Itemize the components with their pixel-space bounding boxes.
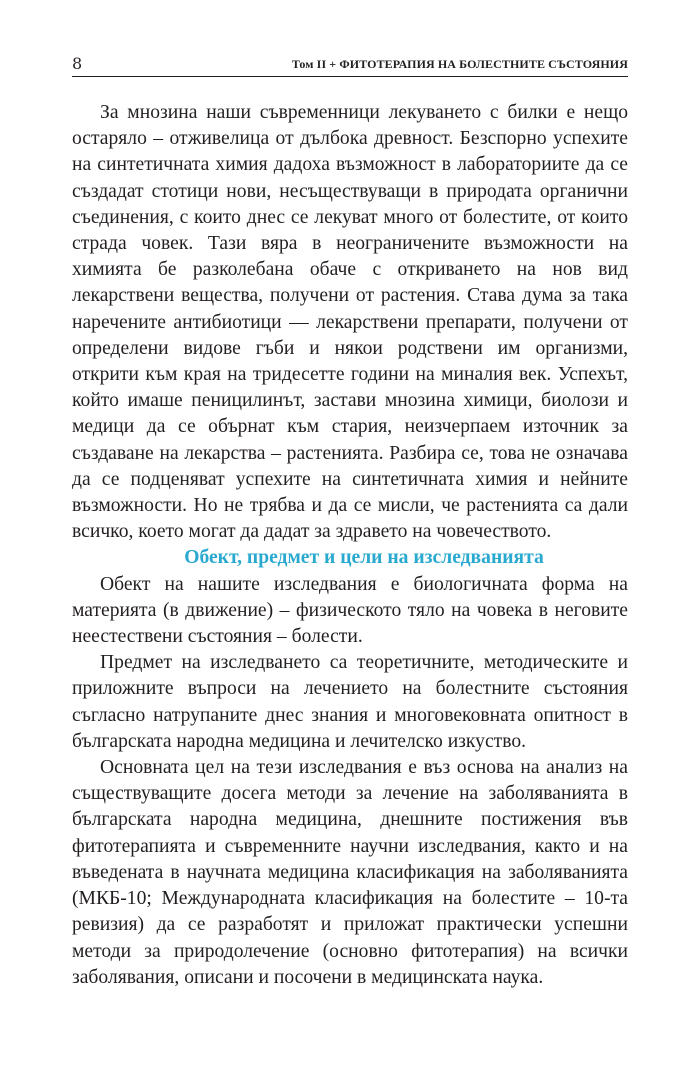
section-paragraph-goal: Основната цел на тези изследвания е въз основа на анализ на съществуващите досега методи за лечение на заболяванията в българската народна медицина, днешните постижения във фитотерапията и съвременните научни изследвания, както и на въведената в научната медицина класификация на заболяванията (МКБ-10; Международната класификация на болестите – 10-та ревизия) да се разработят и приложат практически успешни методи за природолечение (основно фитотерапия) на всички заболявания, описани и посочени в медицинската наука. [72, 757, 628, 988]
section-paragraph-subject: Предмет на изследването са теоретичните, методическите и приложните въпроси на лечението на болестните състояния съгласно натрупаните днес знания и многовековната опитност в българската народна медицина и лечителско изкуство. [72, 652, 628, 752]
page-body [72, 100, 628, 991]
page-header [72, 52, 628, 77]
section-paragraph-object: Обект на нашите изследвания е биологичната форма на материята (в движение) – физическото тяло на човека в неговите неестествени състояния – болести. [72, 573, 628, 648]
section-title: Обект, предмет и цели на изследванията [184, 547, 544, 569]
intro-paragraph: За мнозина наши съвременници лекуването с билки е нещо остаряло – отживелица от дълбока древност. Безспорно успехите на синтетичната химия дадоха възможност в лабораториите да се създадат стотици нови, несъществуващи в природата органични съединения, с които днес се лекуват много от болестите, от които страда човек. Тази вяра в неограничените възможности на химията бе разколебана обаче с откриването на нов вид лекарствени вещества, получени от растения. Става дума за така наречените антибиотици — лекарствени препарати, получени от определени видове гъби и някои родствени им организми, открити към края на тридесетте години на миналия век. Успехът, който имаше пеницилинът, застави мнозина химици, биолози и медици да се обърнат към стария, неизчерпаем източник за създаване на лекарства – растенията. Разбира се, това не означава да се подценяват успехите на синтетичната химия и нейните възможности. Но не трябва и да се мисли, че растенията са дали всичко, което могат да дадат за здравето на човечеството. [72, 102, 628, 543]
page-number: 8 [72, 54, 83, 73]
running-head: Том II + ФИТОТЕРАПИЯ НА БОЛЕСТНИТЕ СЪСТОЯНИЯ [291, 57, 628, 71]
